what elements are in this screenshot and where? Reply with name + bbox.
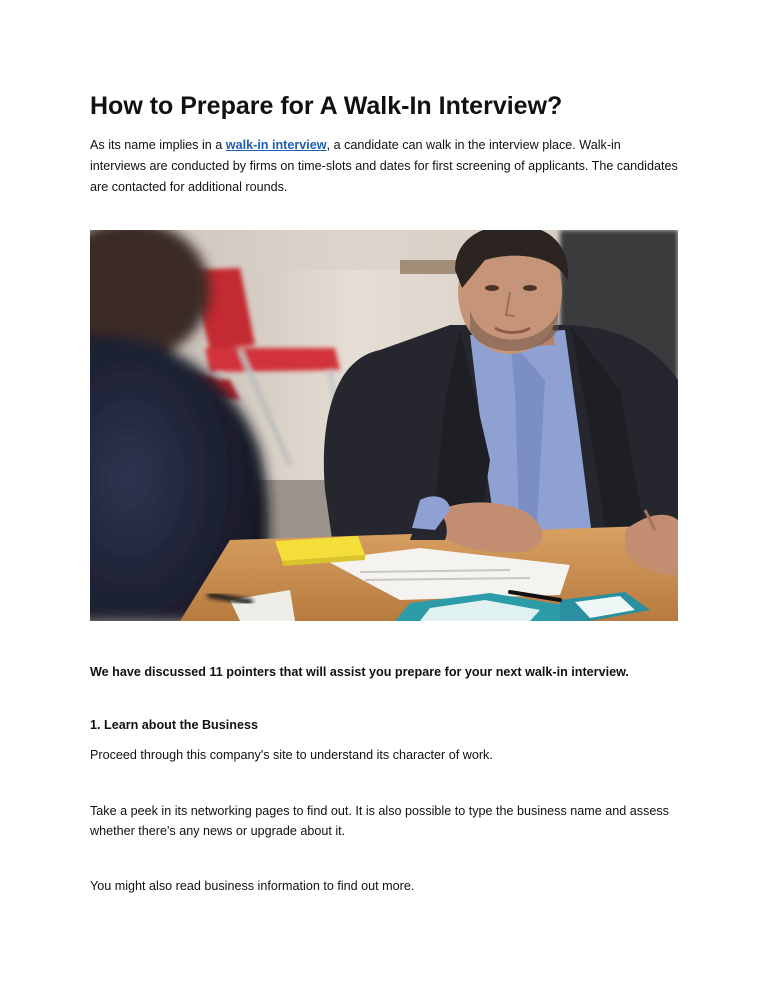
lead-statement: We have discussed 11 pointers that will assist you prepare for your next walk-in interview.: [90, 665, 629, 679]
section-1-paragraph-3: You might also read business information to find out more.: [90, 879, 415, 893]
intro-paragraph: [90, 135, 680, 198]
section-1-heading: 1. Learn about the Business: [90, 718, 258, 732]
section-1-paragraph-2: Take a peek in its networking pages to find out. It is also possible to type the business name and assess whether there's any news or upgrade about it.: [90, 804, 669, 838]
section-1-paragraph-1: Proceed through this company's site to understand its character of work.: [90, 748, 493, 762]
article-title: How to Prepare for A Walk-In Interview?: [90, 92, 563, 120]
walk-in-interview-link[interactable]: walk-in interview: [225, 138, 327, 152]
intro-text-before: As its name implies in a: [90, 138, 226, 152]
intro-text-after: , a candidate can walk in the interview place. Walk-in interviews are conducted by firms on time-slots and dates for first screening of applicants. The candidates are contacted for additional rounds.: [90, 138, 678, 194]
interview-photo: [90, 230, 678, 621]
